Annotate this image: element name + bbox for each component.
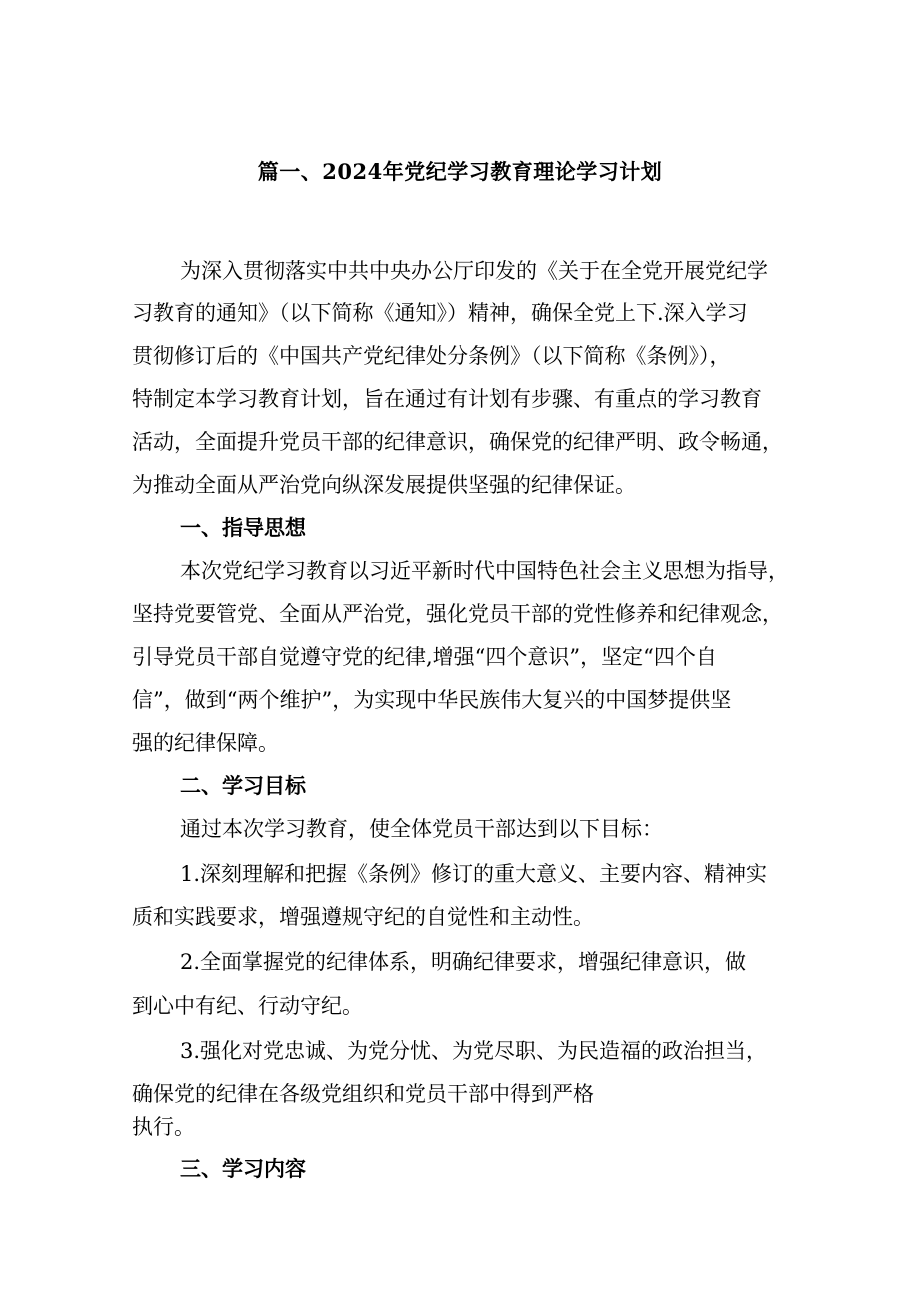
list-item-line: 2.全面掌握党的纪律体系，明确纪律要求，增强纪律意识，做 <box>180 950 747 974</box>
paragraph-line: 本次党纪学习教育以习近平新时代中国特色社会主义思想为指导， <box>180 559 789 583</box>
paragraph-line: 活动，全面提升党员干部的纪律意识，确保党的纪律严明、政令畅通， <box>132 430 783 454</box>
list-item-line: 1.深刻理解和把握《条例》修订的重大意义、主要内容、精神实 <box>180 862 768 886</box>
paragraph-line: 通过本次学习教育，使全体党员干部达到以下目标： <box>180 817 663 841</box>
paragraph-line: 信”，做到“两个维护”，为实现中华民族伟大复兴的中国梦提供坚 <box>132 688 732 712</box>
section-heading: 三、学习内容 <box>180 1156 306 1181</box>
paragraph-line: 为推动全面从严治党向纵深发展提供坚强的纪律保证。 <box>132 473 636 497</box>
document-title: 篇一、2024年党纪学习教育理论学习计划 <box>257 159 663 184</box>
list-item-line: 执行。 <box>132 1115 195 1139</box>
list-item-line: 3.强化对党忠诚、为党分忧、为党尽职、为民造福的政治担当， <box>180 1039 768 1063</box>
list-item-line: 质和实践要求，增强遵规守纪的自觉性和主动性。 <box>132 905 594 929</box>
paragraph-line: 坚持党要管党、全面从严治党，强化党员干部的党性修养和纪律观念， <box>132 602 783 626</box>
paragraph-line: 为深入贯彻落实中共中央办公厅印发的《关于在全党开展党纪学 <box>180 259 768 283</box>
section-heading: 二、学习目标 <box>180 773 306 798</box>
paragraph-line: 习教育的通知》（以下简称《通知》）精神，确保全党上下.深入学习 <box>132 301 748 325</box>
list-item-line: 确保党的纪律在各级党组织和党员干部中得到严格 <box>132 1082 594 1106</box>
section-heading: 一、指导思想 <box>180 515 306 540</box>
list-item-line: 到心中有纪、行动守纪。 <box>132 994 363 1018</box>
paragraph-line: 贯彻修订后的《中国共产党纪律处分条例》（以下简称《条例》）， <box>132 344 731 368</box>
paragraph-line: 引导党员干部自觉遵守党的纪律,增强“四个意识”，坚定“四个自 <box>132 645 717 669</box>
paragraph-line: 特制定本学习教育计划，旨在通过有计划有步骤、有重点的学习教育 <box>132 387 762 411</box>
paragraph-line: 强的纪律保障。 <box>132 731 279 755</box>
